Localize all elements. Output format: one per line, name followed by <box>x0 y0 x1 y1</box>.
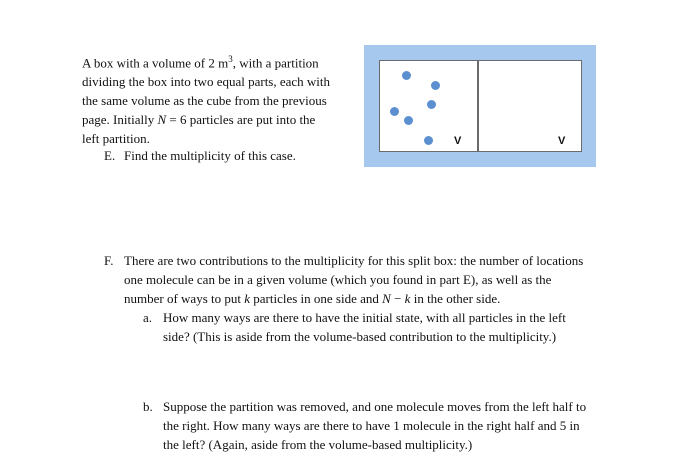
intro-line-5: left partition. <box>82 131 150 147</box>
part-f-question <box>104 251 624 308</box>
intro-line-4 <box>82 110 354 129</box>
part-fb-line-1: Suppose the partition was removed, and one molecule moves from the left half to <box>163 399 587 414</box>
intro-line-1 <box>82 50 354 72</box>
part-f-line-3 <box>104 289 624 308</box>
part-e-question <box>104 146 296 165</box>
minus-sign: − <box>390 291 405 306</box>
variable-n: N <box>382 291 391 306</box>
partitioned-box-figure <box>364 45 596 167</box>
part-f-text: in the other side. <box>410 291 501 306</box>
right-partition <box>478 60 582 152</box>
variable-k: k <box>404 291 411 306</box>
part-fb-line-3: the left? (Again, aside from the volume-based multiplicity.) <box>163 437 473 452</box>
intro-text: , with a partition <box>232 55 319 71</box>
part-f-text: particles in one side and <box>250 291 383 306</box>
part-f-line-2: one molecule can be in a given volume (which you found in part E), as well as the <box>124 272 552 287</box>
intro-text: = 6 particles are put into the <box>166 112 316 128</box>
part-fa-line-1: How many ways are there to have the initial state, with all particles in the left <box>163 310 566 325</box>
exponent: 3 <box>228 54 233 64</box>
part-fa-label: a. <box>143 310 153 325</box>
variable-k: k <box>244 291 251 306</box>
particle <box>427 100 436 109</box>
part-e-text: Find the multiplicity of this case. <box>124 148 296 163</box>
intro-line-2: dividing the box into two equal parts, each with <box>82 74 331 90</box>
part-f-label: F. <box>104 253 114 268</box>
intro-text: A box with a volume of 2 m <box>82 55 229 71</box>
left-partition <box>379 60 478 152</box>
part-fb-line-2: the right. How many ways are there to have 1 molecule in the right half and 5 in <box>163 418 580 433</box>
right-volume-label: V <box>558 135 566 147</box>
part-fa-question <box>143 308 623 346</box>
part-e-label: E. <box>104 148 116 163</box>
particle <box>404 116 413 125</box>
part-f-text: There are two contributions to the multiplicity for this split box: the number of locations <box>124 253 584 268</box>
intro-text: page. Initially <box>82 112 158 128</box>
part-fb-question <box>143 397 623 454</box>
left-volume-label: V <box>454 135 462 147</box>
part-fb-label: b. <box>143 399 153 414</box>
part-f-line-1 <box>104 251 624 270</box>
particle <box>424 136 433 145</box>
intro-line-3: the same volume as the cube from the previous <box>82 93 327 109</box>
intro-paragraph <box>82 50 354 148</box>
part-fa-line-2: side? (This is aside from the volume-based contribution to the multiplicity.) <box>163 329 557 344</box>
particle <box>431 81 440 90</box>
part-f-text: number of ways to put <box>124 291 245 306</box>
particle <box>402 71 411 80</box>
particle <box>390 107 399 116</box>
variable-n: N <box>157 112 167 128</box>
